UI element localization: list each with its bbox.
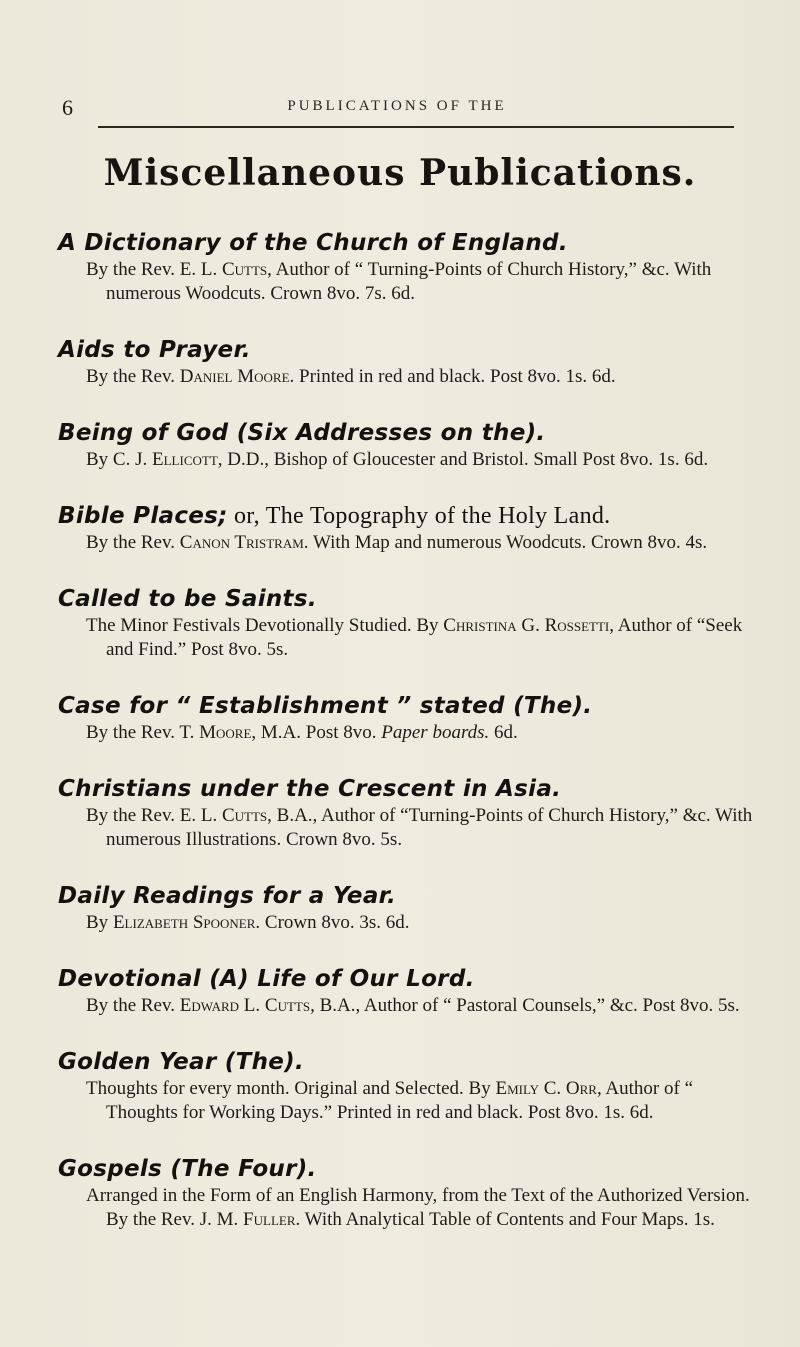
entry-description: Arranged in the Form of an English Harmony, from the Text of the Authorized Version. By the Rev. J. M. Fuller. With Analytical Table of Contents and Four Maps. 1s. — [86, 1185, 750, 1230]
author-name: Elizabeth Spooner — [112, 912, 256, 933]
entry-description: By Elizabeth Spooner. Crown 8vo. 3s. 6d. — [86, 912, 410, 933]
publication-entry — [58, 1047, 763, 1125]
entry-description: By the Rev. Edward L. Cutts, B.A., Author of “ Pastoral Counsels,” &c. Post 8vo. 5s. — [86, 995, 740, 1016]
header-rule — [98, 126, 734, 128]
entry-description: The Minor Festivals Devotionally Studied. By Christina G. Rossetti, Author of “Seek and Find.” Post 8vo. 5s. — [86, 615, 743, 660]
author-name: Ellicott — [152, 449, 218, 470]
entry-title: Golden Year (The). — [58, 1049, 304, 1075]
entry-subtitle: or, The Topography of the Holy Land. — [227, 503, 611, 529]
entry-description: By the Rev. E. L. Cutts, Author of “ Turning-Points of Church History,” &c. With numerous Woodcuts. Crown 8vo. 7s. 6d. — [86, 259, 712, 304]
binding-note: Paper boards. — [381, 722, 490, 743]
publication-entry — [58, 881, 763, 935]
entry-title: Christians under the Crescent in Asia. — [58, 776, 562, 802]
entry-description: By C. J. Ellicott, D.D., Bishop of Gloucester and Bristol. Small Post 8vo. 1s. 6d. — [86, 449, 709, 470]
entry-title: A Dictionary of the Church of England. — [58, 230, 568, 256]
publication-entry — [58, 335, 763, 389]
entry-title: Being of God (Six Addresses on the). — [58, 420, 546, 446]
entry-title: Aids to Prayer. — [58, 337, 251, 363]
author-name: Emily C. Orr — [495, 1078, 597, 1099]
publication-entry — [58, 418, 763, 472]
publication-entry — [58, 501, 763, 555]
entry-description: By the Rev. E. L. Cutts, B.A., Author of “Turning-Points of Church History,” &c. With numerous Illustrations. Crown 8vo. 5s. — [86, 805, 753, 850]
author-name: Moore — [199, 722, 252, 743]
entry-description: Thoughts for every month. Original and Selected. By Emily C. Orr, Author of “ Thoughts for Working Days.” Printed in red and black. Post 8vo. 1s. 6d. — [86, 1078, 694, 1123]
entry-description: By the Rev. T. Moore, M.A. Post 8vo. Paper boards. 6d. — [86, 722, 518, 743]
author-name: Canon Tristram — [179, 532, 304, 553]
publication-entry — [58, 584, 763, 662]
publication-entry — [58, 964, 763, 1018]
author-name: Daniel Moore — [179, 366, 290, 387]
author-name: Christina G. Rossetti — [443, 615, 610, 636]
entry-title: Bible Places; or, The Topography of the Holy Land. — [58, 503, 611, 529]
publication-entry — [58, 1154, 763, 1232]
running-head: PUBLICATIONS OF THE — [287, 98, 507, 114]
publication-entry — [58, 228, 763, 306]
entry-description: By the Rev. Daniel Moore. Printed in red and black. Post 8vo. 1s. 6d. — [86, 366, 616, 387]
entry-title: Daily Readings for a Year. — [58, 883, 397, 909]
publication-entry — [58, 691, 763, 745]
section-title: Miscellaneous Publications. — [103, 152, 697, 194]
entry-title: Devotional (A) Life of Our Lord. — [58, 966, 475, 992]
entry-title: Gospels (The Four). — [58, 1156, 317, 1182]
entry-description: By the Rev. Canon Tristram. With Map and numerous Woodcuts. Crown 8vo. 4s. — [86, 532, 708, 553]
publication-list — [58, 228, 763, 1261]
author-name: Cutts — [221, 259, 268, 280]
page-number: 6 — [62, 95, 74, 120]
author-name: Edward L. Cutts — [179, 995, 311, 1016]
author-name: Cutts — [221, 805, 268, 826]
page-header — [62, 95, 732, 121]
entry-title: Called to be Saints. — [58, 586, 317, 612]
author-name: Fuller — [243, 1209, 296, 1230]
entry-title: Case for “ Establishment ” stated (The). — [58, 693, 593, 719]
publication-entry — [58, 774, 763, 852]
